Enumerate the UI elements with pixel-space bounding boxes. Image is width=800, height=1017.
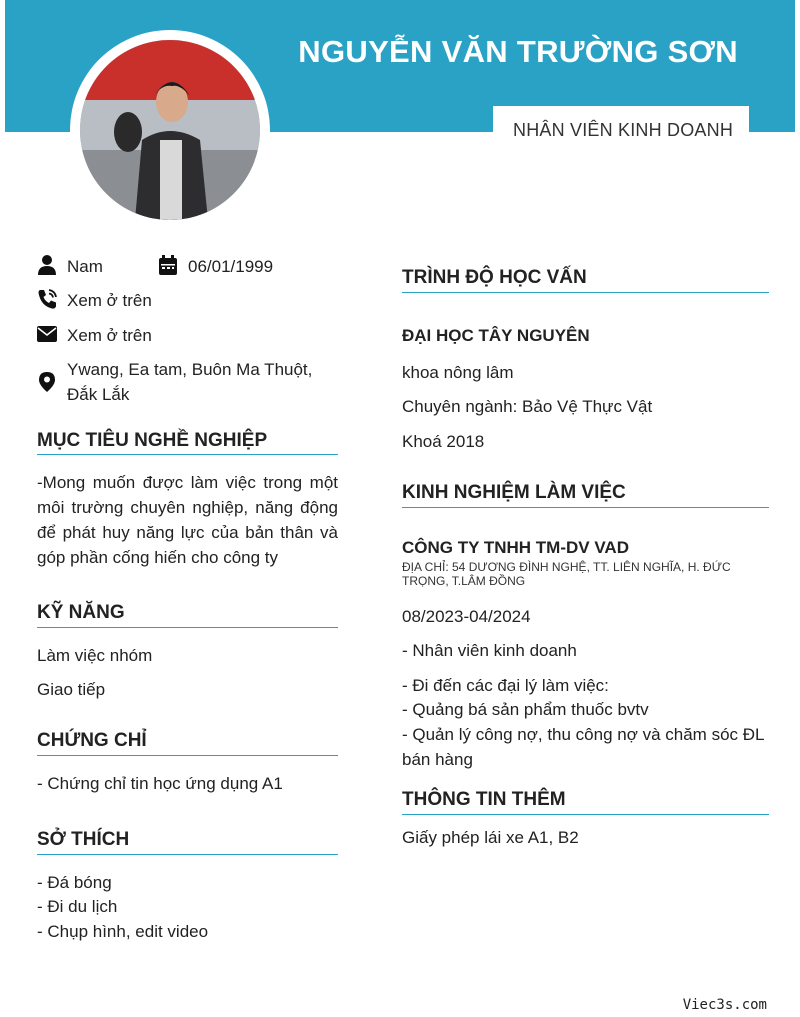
objective-text: [37, 470, 338, 570]
job-title: NHÂN VIÊN KINH DOANH: [513, 120, 734, 140]
birthdate-value: 06/01/1999: [188, 257, 274, 276]
objective-line: để phát huy năng lực của bản thân và: [37, 523, 338, 542]
skill-item: Giao tiếp: [37, 680, 106, 699]
avatar-ring: [70, 30, 270, 230]
skills-rule: [37, 627, 338, 628]
objective-line: -Mong muốn được làm việc trong một: [37, 473, 338, 492]
duty-item: - Quản lý công nợ, thu công nợ và chăm sóc ĐL: [402, 725, 765, 744]
user-icon: [37, 254, 57, 276]
certificates-title: CHỨNG CHỈ: [37, 730, 147, 751]
hobby-item: - Đi du lịch: [37, 897, 118, 916]
education-rule: [402, 292, 769, 293]
skills-title: KỸ NĂNG: [37, 602, 125, 623]
objective-line: góp phần cống hiến cho công ty: [37, 548, 279, 567]
footer-brand: Viec3s.com: [682, 997, 767, 1013]
email-value: Xem ở trên: [67, 326, 152, 345]
faculty: khoa nông lâm: [402, 363, 514, 382]
additional-title: THÔNG TIN THÊM: [402, 789, 566, 810]
hobbies-rule: [37, 854, 338, 855]
skill-item: Làm việc nhóm: [37, 646, 153, 665]
work-role: - Nhân viên kinh doanh: [402, 641, 577, 660]
map-pin-icon: [37, 371, 57, 393]
objective-rule: [37, 454, 338, 455]
certificate-item: - Chứng chỉ tin học ứng dụng A1: [37, 774, 283, 793]
additional-text: Giấy phép lái xe A1, B2: [402, 828, 579, 847]
address-line-2: Đắk Lắk: [67, 385, 130, 404]
phone-icon: [37, 288, 57, 310]
hobby-item: - Chụp hình, edit video: [37, 922, 209, 941]
major: Chuyên ngành: Bảo Vệ Thực Vật: [402, 397, 653, 416]
hobbies-title: SỞ THÍCH: [37, 829, 130, 850]
objective-line: môi trường chuyên nghiệp, năng động: [37, 498, 338, 517]
candidate-name: NGUYỄN VĂN TRƯỜNG SƠN: [298, 34, 738, 69]
course: Khoá 2018: [402, 432, 485, 451]
work-period: 08/2023-04/2024: [402, 607, 531, 626]
certificates-rule: [37, 755, 338, 756]
experience-rule: [402, 507, 769, 508]
duty-item: bán hàng: [402, 750, 473, 769]
duty-item: - Đi đến các đại lý làm việc:: [402, 676, 609, 695]
hobby-item: - Đá bóng: [37, 873, 112, 892]
company-name: CÔNG TY TNHH TM-DV VAD: [402, 538, 629, 557]
additional-rule: [402, 814, 769, 815]
company-address-line-2: TRỌNG, T.LÂM ĐỒNG: [402, 574, 526, 588]
phone-value: Xem ở trên: [67, 291, 152, 310]
avatar: [80, 40, 260, 220]
duty-item: - Quảng bá sản phẩm thuốc bvtv: [402, 700, 649, 719]
gender-value: Nam: [67, 257, 103, 276]
experience-title: KINH NGHIỆM LÀM VIỆC: [402, 482, 626, 503]
calendar-icon: [158, 254, 178, 276]
address-line-1: Ywang, Ea tam, Buôn Ma Thuột,: [67, 360, 313, 379]
company-address-line-1: ĐỊA CHỈ: 54 DƯƠNG ĐÌNH NGHỆ, TT. LIÊN NGHĨA, H. ĐỨC: [402, 560, 731, 574]
job-title-box: [493, 106, 749, 152]
education-title: TRÌNH ĐỘ HỌC VẤN: [402, 267, 587, 288]
school-name: ĐẠI HỌC TÂY NGUYÊN: [402, 326, 590, 345]
envelope-icon: [37, 323, 57, 345]
objective-title: MỤC TIÊU NGHỀ NGHIỆP: [37, 430, 268, 451]
